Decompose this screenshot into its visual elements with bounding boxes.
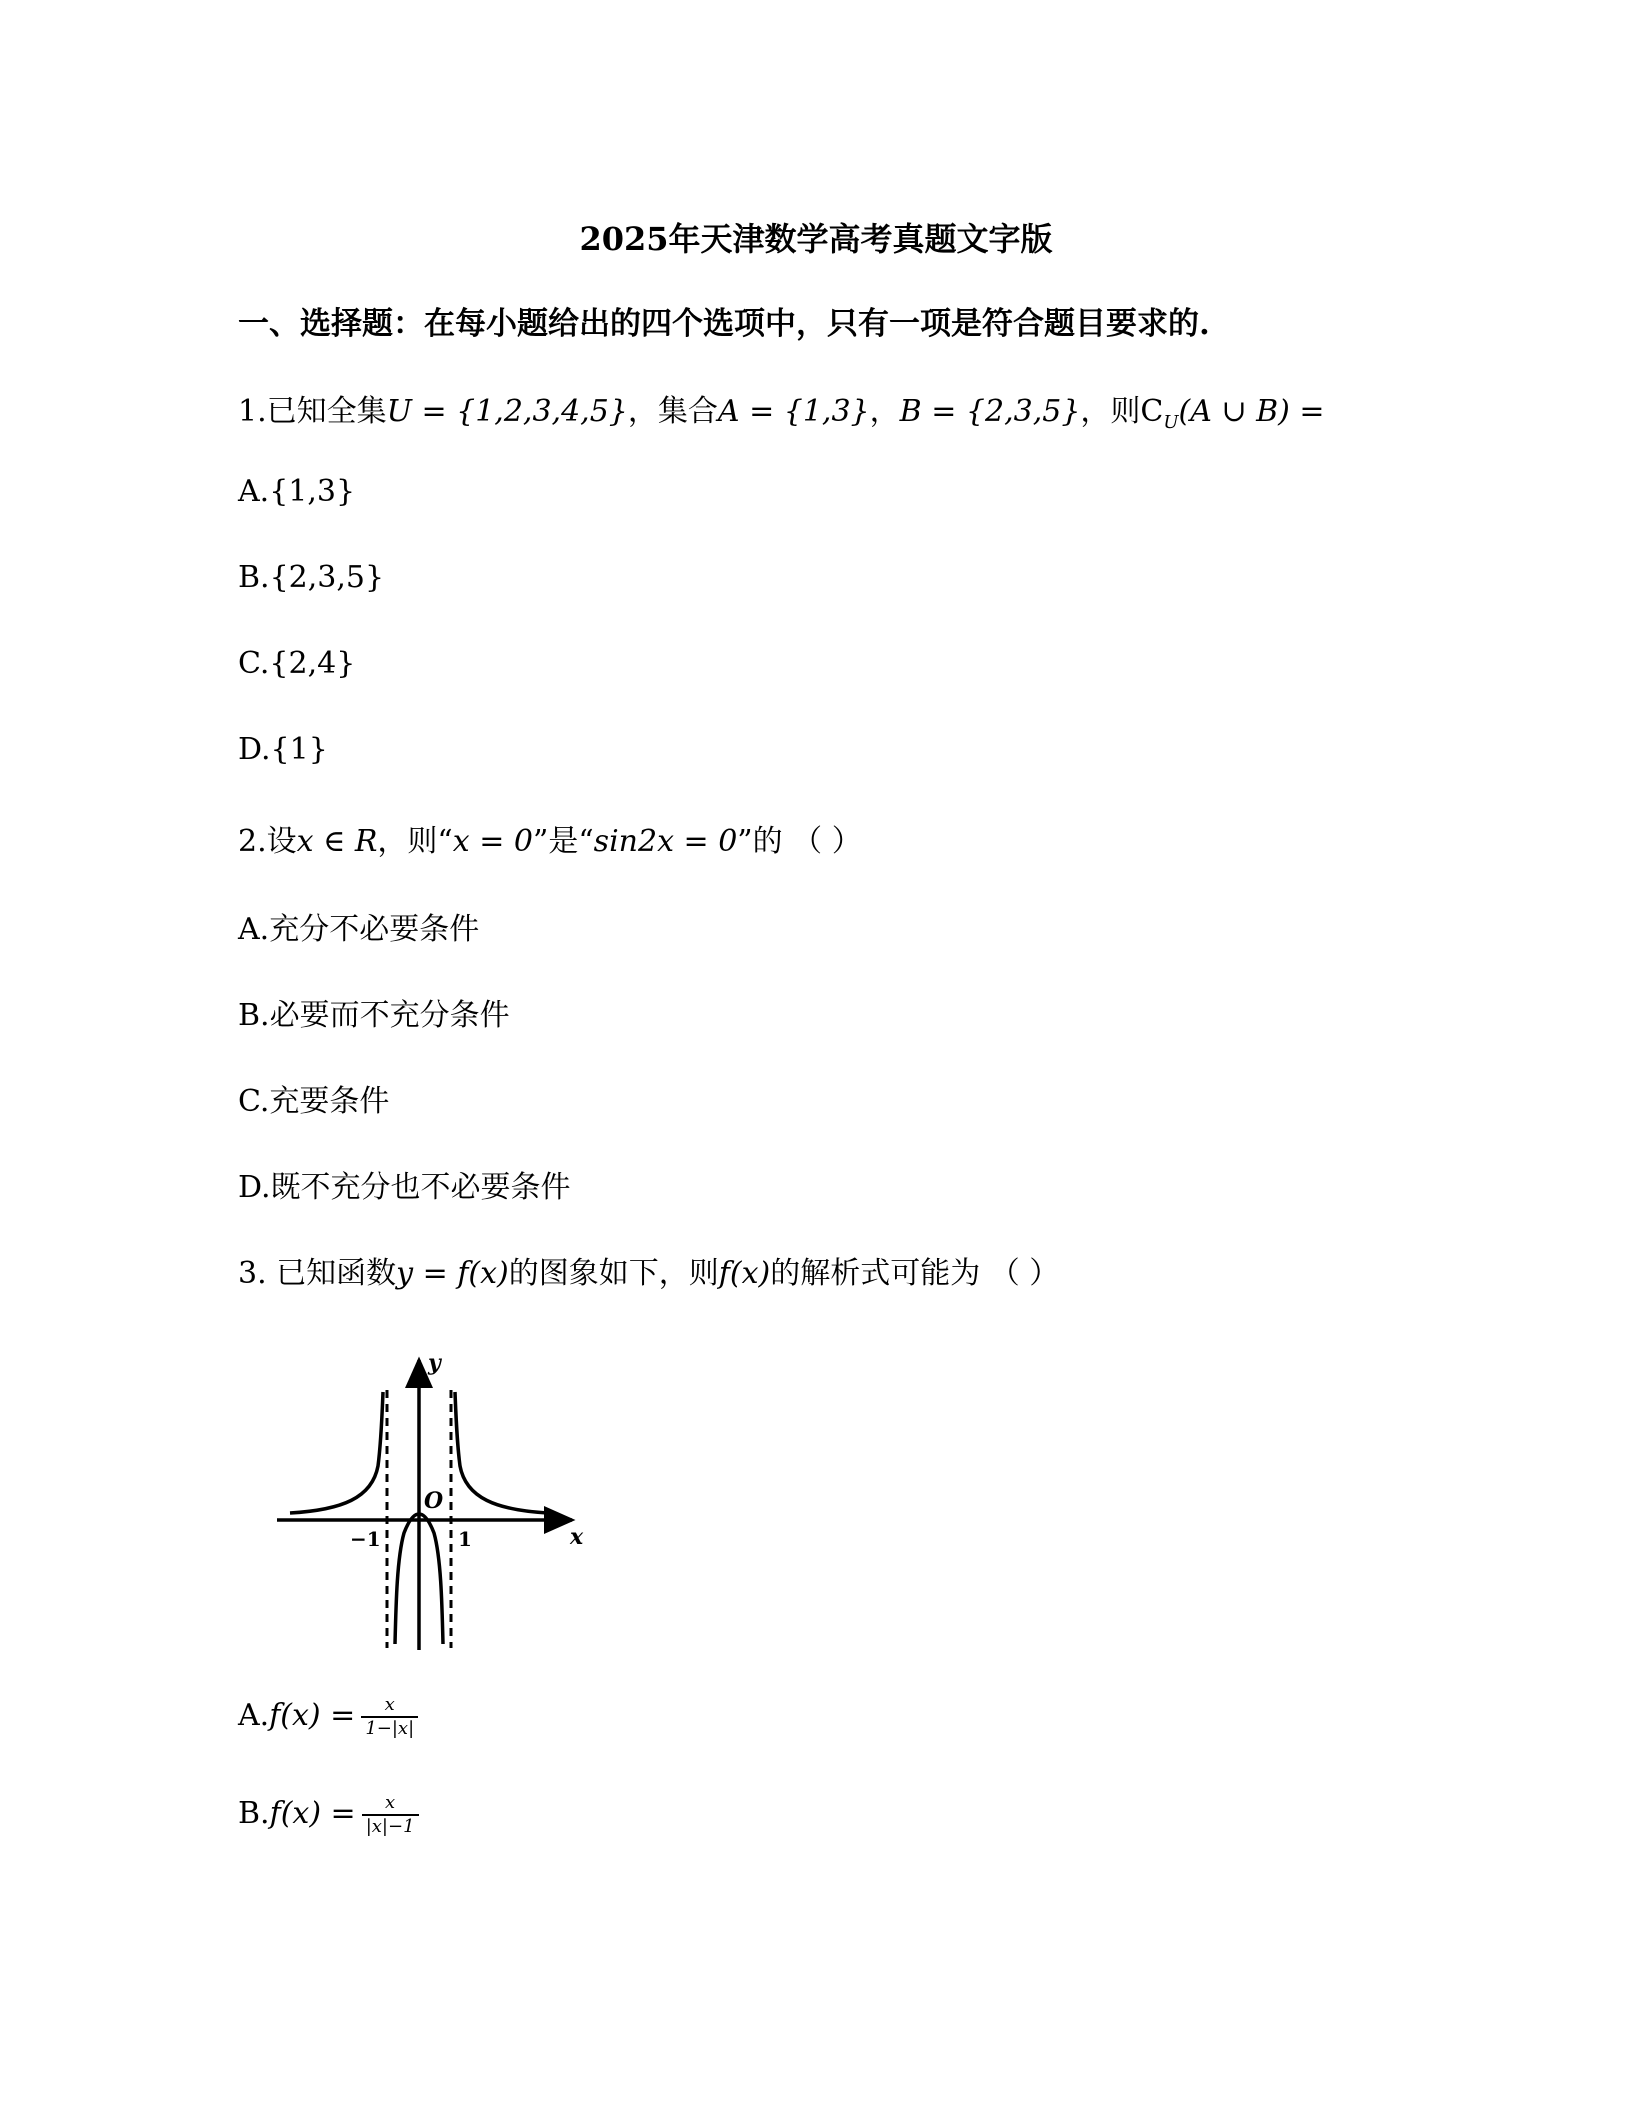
- q3-option-b-denominator: |x|−1: [362, 1814, 419, 1838]
- question-3: [238, 1248, 1059, 1292]
- q1-complement-sub: U: [1163, 412, 1179, 433]
- q1-complement: C: [1140, 394, 1164, 429]
- q2-text: 2.设: [238, 824, 297, 859]
- q1-option-b: B.{2,3,5}: [238, 560, 385, 595]
- q2-option-a: A.充分不必要条件: [238, 912, 480, 947]
- question-2: [238, 816, 862, 860]
- q3-option-a-fraction: [361, 1694, 418, 1740]
- q2-math-domain: x ∈ R: [296, 824, 378, 859]
- function-graph: [272, 1348, 592, 1658]
- q1-text: 1.已知全集: [238, 394, 387, 429]
- origin-label: O: [424, 1488, 444, 1514]
- q2-math-cond2: sin2x = 0: [593, 824, 738, 859]
- q2-option-d: D.既不充分也不必要条件: [238, 1170, 571, 1205]
- curve-right-branch: [455, 1392, 548, 1513]
- q2-text: ，则“: [377, 824, 453, 859]
- q2-math-cond1: x = 0: [452, 824, 533, 859]
- q3-text: 的图象如下，则: [508, 1256, 719, 1291]
- q1-math-b: B = {2,3,5}: [899, 394, 1081, 429]
- q1-text: ，集合: [627, 394, 718, 429]
- question-1: [238, 386, 1325, 433]
- q1-option-c: C.{2,4}: [238, 646, 356, 681]
- q3-option-a-numerator: x: [384, 1694, 395, 1715]
- q3-option-b-numerator: x: [385, 1792, 396, 1813]
- q1-option-d: D.{1}: [238, 732, 328, 767]
- q3-text: 的解析式可能为 （ ）: [770, 1256, 1060, 1291]
- q3-option-a: [238, 1694, 418, 1740]
- q2-option-c: C.充要条件: [238, 1084, 390, 1119]
- q3-option-a-lhs: f(x) =: [269, 1698, 356, 1733]
- tick-label-neg-one: −1: [350, 1527, 381, 1551]
- q1-option-a: A.{1,3}: [238, 474, 356, 509]
- q3-option-b: [238, 1792, 419, 1838]
- q3-option-b-fraction: [362, 1792, 419, 1838]
- q3-math-fx: f(x): [718, 1256, 771, 1291]
- q1-text: ，: [869, 394, 900, 429]
- q3-math-func: y = f(x): [396, 1256, 509, 1291]
- q1-math-union: (A ∪ B) =: [1178, 394, 1325, 429]
- x-axis-label: x: [570, 1524, 584, 1550]
- page-title: 2025年天津数学高考真题文字版: [579, 220, 1053, 258]
- y-axis-label: y: [428, 1350, 441, 1376]
- q2-text: ”是“: [532, 824, 594, 859]
- q2-text: ”的 （ ）: [737, 824, 862, 859]
- curve-left-branch: [290, 1392, 383, 1513]
- q3-text: 3. 已知函数: [238, 1256, 397, 1291]
- q2-option-b: B.必要而不充分条件: [238, 998, 510, 1033]
- q3-option-a-denominator: 1−|x|: [361, 1716, 418, 1740]
- tick-label-one: 1: [458, 1527, 472, 1551]
- q3-option-b-label: B.: [238, 1796, 270, 1831]
- section-heading: 一、选择题：在每小题给出的四个选项中，只有一项是符合题目要求的.: [238, 306, 1210, 342]
- q1-text: ，则: [1080, 394, 1141, 429]
- q1-math-u: U = {1,2,3,4,5}: [386, 394, 628, 429]
- q3-option-a-label: A.: [238, 1698, 270, 1733]
- q1-math-a: A = {1,3}: [717, 394, 870, 429]
- q3-option-b-lhs: f(x) =: [269, 1796, 356, 1831]
